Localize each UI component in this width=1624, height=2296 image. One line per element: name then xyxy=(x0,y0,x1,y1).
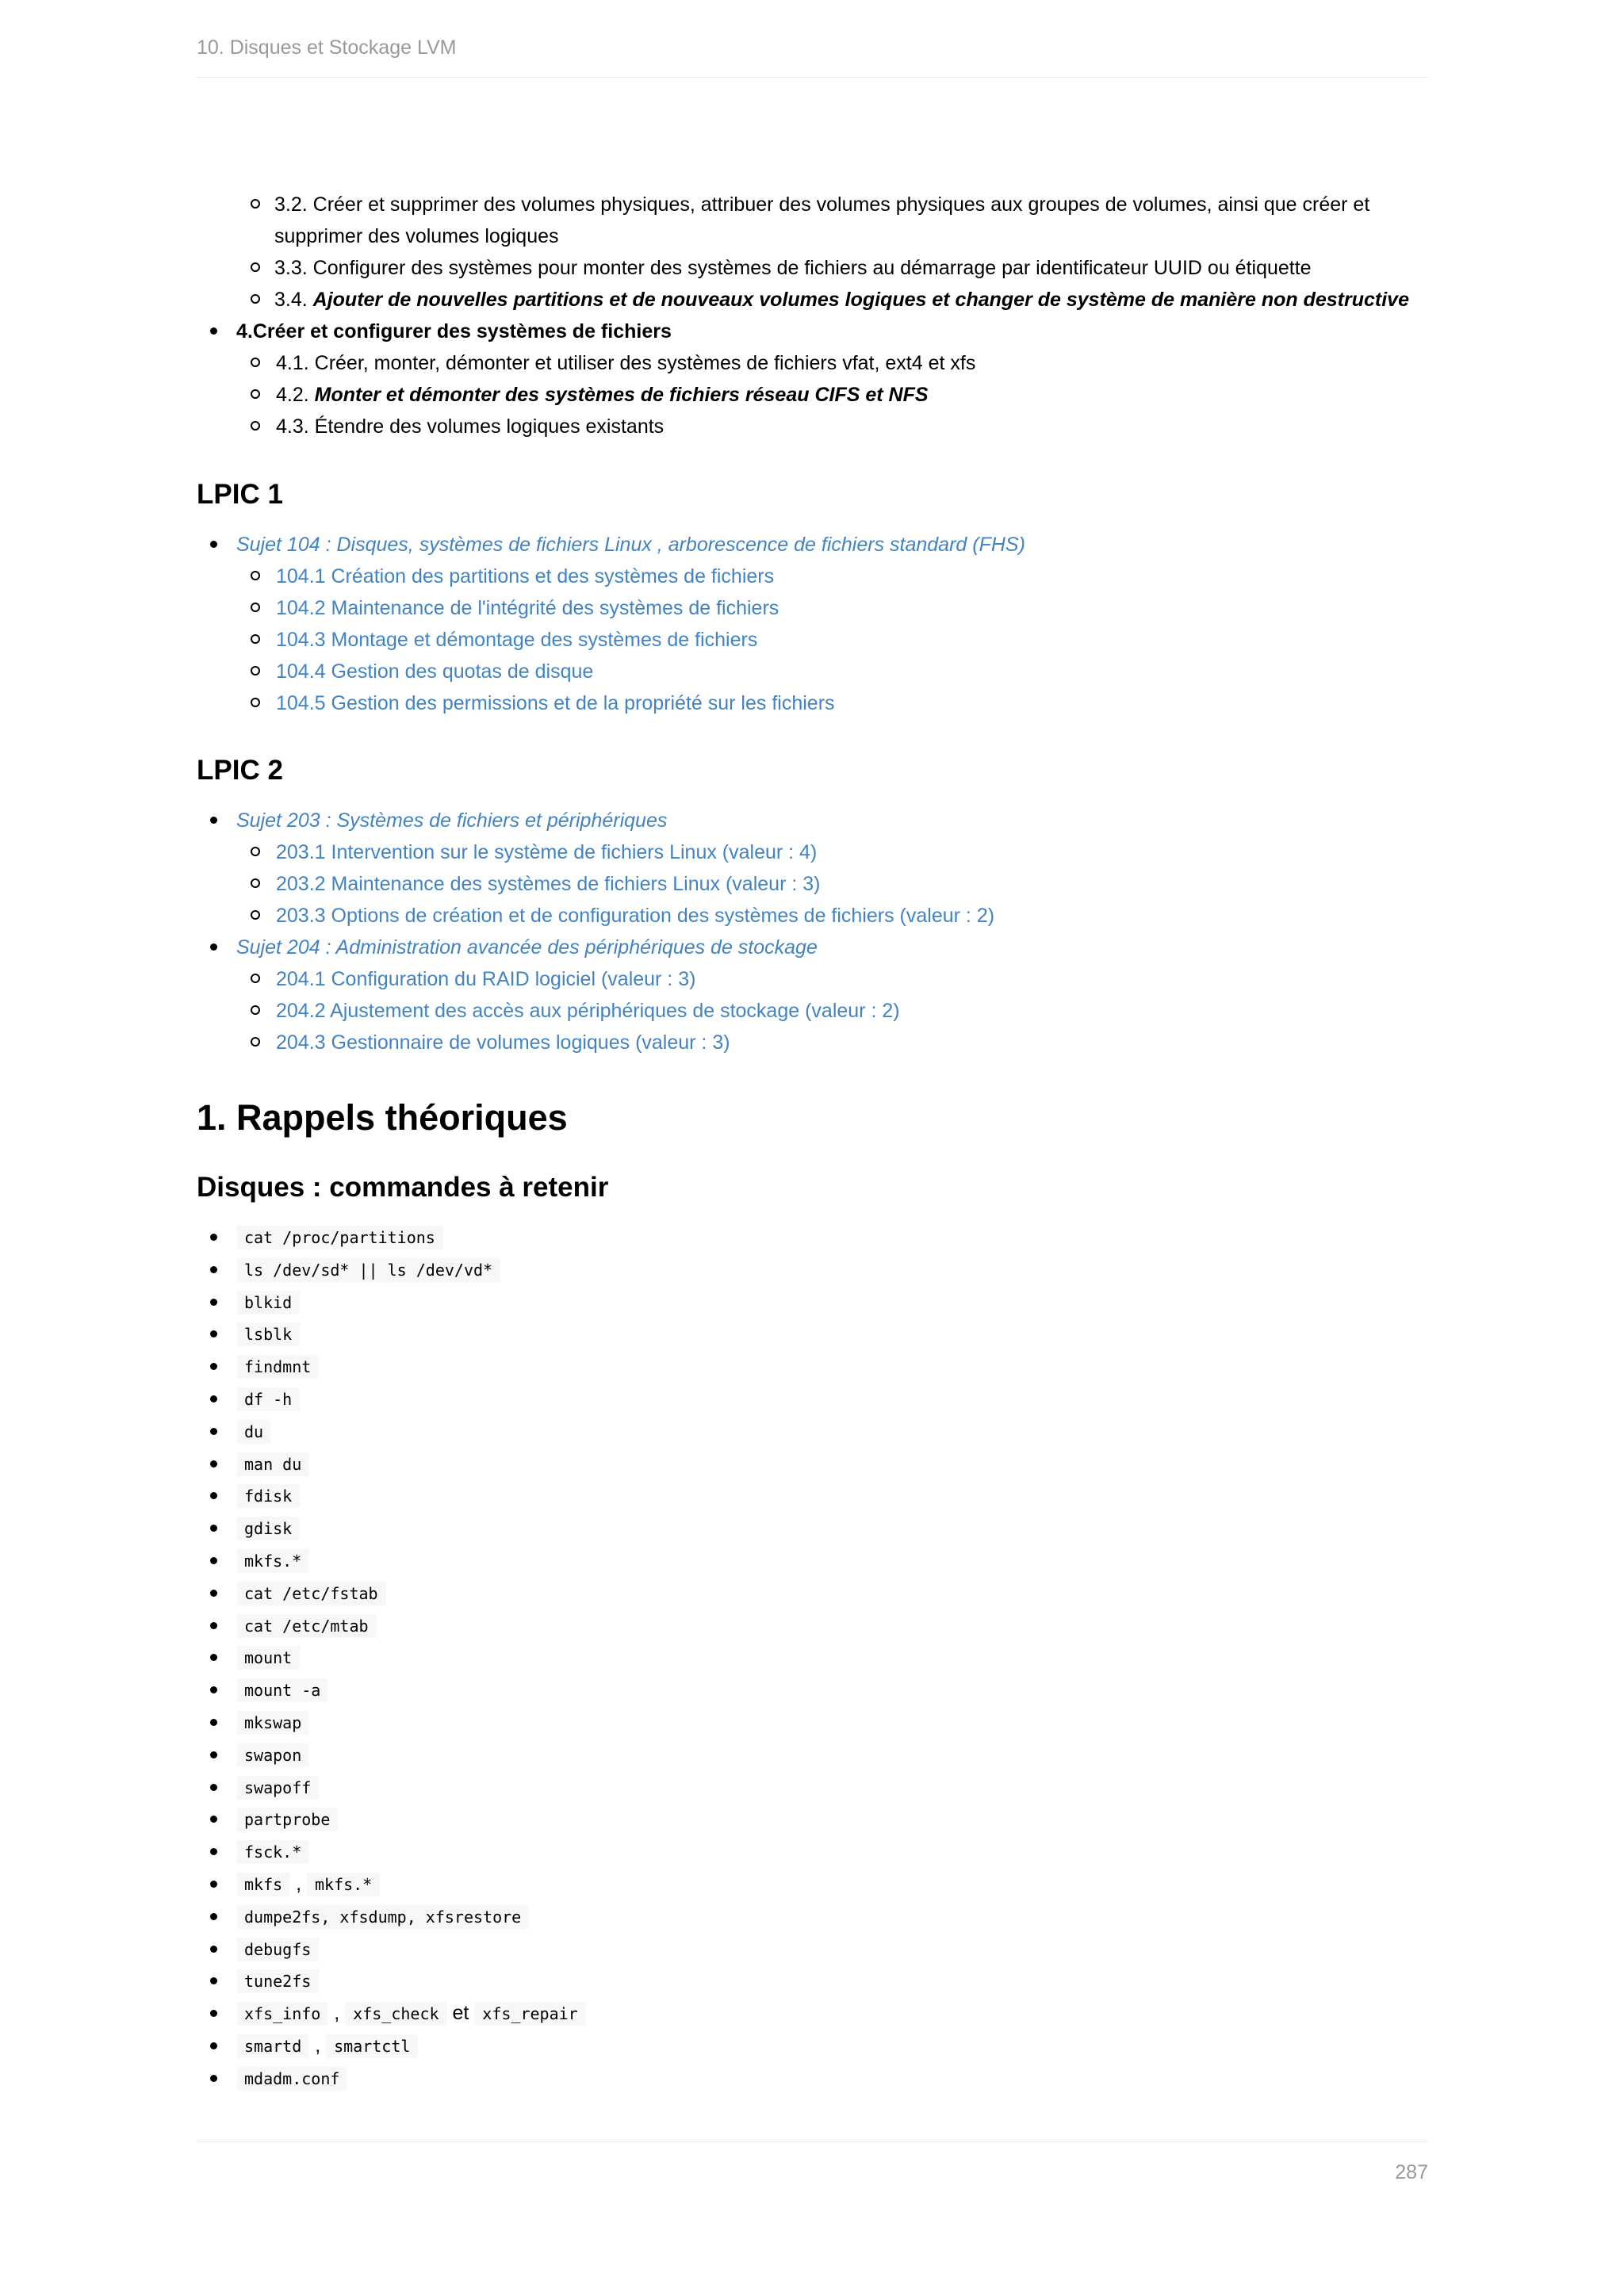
list-item xyxy=(197,1707,1428,1739)
list-item xyxy=(197,1222,1428,1254)
command-code: mount -a xyxy=(236,1678,328,1702)
objectives-4-list xyxy=(197,316,1428,442)
page-header xyxy=(197,36,1428,78)
list-item xyxy=(197,1836,1428,1869)
command-code: fdisk xyxy=(236,1484,300,1508)
command-code: cat /etc/mtab xyxy=(236,1614,377,1638)
list-item xyxy=(197,316,1428,442)
list-item xyxy=(197,1804,1428,1836)
list-item xyxy=(236,963,1428,995)
command-code: xfs_repair xyxy=(474,2002,585,2026)
separator: , xyxy=(309,2034,327,2057)
list-item xyxy=(197,1287,1428,1319)
list-item xyxy=(236,379,1428,411)
command-code: debugfs xyxy=(236,1938,319,1961)
list-item xyxy=(197,1965,1428,1998)
list-item xyxy=(197,1901,1428,1934)
command-code: tune2fs xyxy=(236,1969,319,1993)
page-number: 287 xyxy=(1395,2161,1428,2183)
lpic1-item-link[interactable]: 104.2 Maintenance de l'intégrité des systèmes de fichiers xyxy=(276,597,779,619)
lpic2-topic-204-link[interactable]: Sujet 204 : Administration avancée des périphériques de stockage xyxy=(236,936,818,959)
command-code: mkswap xyxy=(236,1711,309,1735)
list-item xyxy=(197,805,1428,932)
command-code: swapon xyxy=(236,1743,309,1767)
lpic2-203-sublist xyxy=(236,836,1428,932)
lpic1-heading: LPIC 1 xyxy=(197,479,283,510)
list-item xyxy=(197,2063,1428,2095)
lpic1-list xyxy=(197,529,1428,719)
item-text: Monter et démonter des systèmes de fichiers réseau CIFS et NFS xyxy=(314,384,929,406)
list-item xyxy=(197,1416,1428,1448)
command-code: partprobe xyxy=(236,1808,338,1831)
command-code: findmnt xyxy=(236,1355,319,1379)
command-code: mdadm.conf xyxy=(236,2067,347,2091)
lpic2-item-link[interactable]: 204.3 Gestionnaire de volumes logiques (valeur : 3) xyxy=(276,1031,730,1054)
list-item xyxy=(197,1254,1428,1287)
list-item xyxy=(197,1383,1428,1416)
command-code: swapoff xyxy=(236,1776,319,1800)
command-code: xfs_info xyxy=(236,2002,328,2026)
command-code: smartd xyxy=(236,2034,309,2058)
item-text: Ajouter de nouvelles partitions et de nouveaux volumes logiques et changer de système de manière non destructive xyxy=(312,289,1409,311)
list-item xyxy=(197,1513,1428,1545)
list-item xyxy=(197,1318,1428,1351)
list-item xyxy=(236,624,1428,656)
item-number: 4.2. xyxy=(276,384,315,406)
lpic2-topic-203-link[interactable]: Sujet 203 : Systèmes de fichiers et périphériques xyxy=(236,809,668,832)
objectives-3-list xyxy=(197,189,1428,316)
list-item xyxy=(197,1351,1428,1383)
separator: , xyxy=(290,1872,308,1895)
list-item xyxy=(197,1545,1428,1578)
lpic2-item-link[interactable]: 203.3 Options de création et de configuration des systèmes de fichiers (valeur : 2) xyxy=(276,905,995,927)
command-code: smartctl xyxy=(326,2034,418,2058)
list-item xyxy=(236,900,1428,932)
lpic2-204-sublist xyxy=(236,963,1428,1058)
list-item xyxy=(197,1934,1428,1966)
lpic1-item-link[interactable]: 104.3 Montage et démontage des systèmes de fichiers xyxy=(276,629,758,651)
list-item xyxy=(197,1869,1428,1901)
command-code: gdisk xyxy=(236,1517,300,1540)
section-title: 1. Rappels théoriques xyxy=(197,1097,568,1138)
list-item: 3.2. Créer et supprimer des volumes physiques, attribuer des volumes physiques aux groupes de volumes, ainsi que créer et supprimer des volumes logiques xyxy=(274,189,1428,252)
command-code: mkfs xyxy=(236,1873,290,1896)
separator: , xyxy=(328,2002,346,2025)
list-item xyxy=(236,592,1428,624)
list-item xyxy=(236,868,1428,900)
section-4-title: 4.Créer et configurer des systèmes de fichiers xyxy=(236,320,672,342)
list-item xyxy=(197,1772,1428,1804)
lpic1-item-link[interactable]: 104.1 Création des partitions et des systèmes de fichiers xyxy=(276,565,775,587)
list-item xyxy=(197,529,1428,719)
command-code: man du xyxy=(236,1452,309,1476)
list-item xyxy=(197,932,1428,1058)
list-item xyxy=(197,1610,1428,1643)
list-item: 3.3. Configurer des systèmes pour monter des systèmes de fichiers au démarrage par identificateur UUID ou étiquette xyxy=(274,252,1428,284)
page-content xyxy=(197,189,1428,2095)
lpic2-heading: LPIC 2 xyxy=(197,755,283,786)
list-item xyxy=(197,1578,1428,1610)
objectives-4-sublist xyxy=(236,347,1428,442)
lpic1-item-link[interactable]: 104.4 Gestion des quotas de disque xyxy=(276,660,594,683)
lpic2-list xyxy=(197,805,1428,1058)
list-item xyxy=(197,1448,1428,1481)
list-item: 4.3. Étendre des volumes logiques existants xyxy=(236,411,1428,442)
lpic2-item-link[interactable]: 203.2 Maintenance des systèmes de fichiers Linux (valeur : 3) xyxy=(276,873,821,895)
list-item xyxy=(197,1674,1428,1707)
list-item xyxy=(197,2030,1428,2063)
list-item xyxy=(274,284,1428,316)
lpic1-topic-link[interactable]: Sujet 104 : Disques, systèmes de fichiers Linux , arborescence de fichiers standard (FHS) xyxy=(236,534,1025,556)
list-item xyxy=(236,1027,1428,1058)
page-footer xyxy=(197,2141,1428,2184)
lpic1-item-link[interactable]: 104.5 Gestion des permissions et de la propriété sur les fichiers xyxy=(276,692,835,714)
command-code: xfs_check xyxy=(345,2002,446,2026)
command-code: dumpe2fs, xfsdump, xfsrestore xyxy=(236,1905,529,1929)
list-item xyxy=(197,1642,1428,1674)
command-code: blkid xyxy=(236,1291,300,1314)
separator: et xyxy=(446,2002,475,2025)
lpic2-item-link[interactable]: 203.1 Intervention sur le système de fichiers Linux (valeur : 4) xyxy=(276,841,818,863)
list-item xyxy=(236,995,1428,1027)
command-code: lsblk xyxy=(236,1322,300,1346)
lpic2-item-link[interactable]: 204.1 Configuration du RAID logiciel (valeur : 3) xyxy=(276,968,696,990)
command-code: cat /proc/partitions xyxy=(236,1226,443,1249)
section-subtitle: Disques : commandes à retenir xyxy=(197,1172,609,1203)
commands-list xyxy=(197,1222,1428,2095)
lpic1-sublist xyxy=(236,561,1428,719)
command-code: cat /etc/fstab xyxy=(236,1582,386,1605)
lpic2-item-link[interactable]: 204.2 Ajustement des accès aux périphériques de stockage (valeur : 2) xyxy=(276,1000,900,1022)
chapter-title: 10. Disques et Stockage LVM xyxy=(197,36,457,59)
list-item xyxy=(197,1739,1428,1772)
list-item xyxy=(197,1998,1428,2030)
command-code: mkfs.* xyxy=(307,1873,380,1896)
list-item xyxy=(236,561,1428,592)
list-item xyxy=(236,836,1428,868)
command-code: du xyxy=(236,1420,271,1444)
command-code: ls /dev/sd* || ls /dev/vd* xyxy=(236,1258,500,1282)
command-code: mkfs.* xyxy=(236,1549,309,1573)
command-code: fsck.* xyxy=(236,1840,309,1864)
list-item xyxy=(236,687,1428,719)
list-item: 4.1. Créer, monter, démonter et utiliser des systèmes de fichiers vfat, ext4 et xfs xyxy=(236,347,1428,379)
item-number: 3.4. xyxy=(274,289,313,311)
list-item xyxy=(197,1480,1428,1513)
command-code: df -h xyxy=(236,1387,300,1411)
command-code: mount xyxy=(236,1646,300,1670)
list-item xyxy=(236,656,1428,687)
